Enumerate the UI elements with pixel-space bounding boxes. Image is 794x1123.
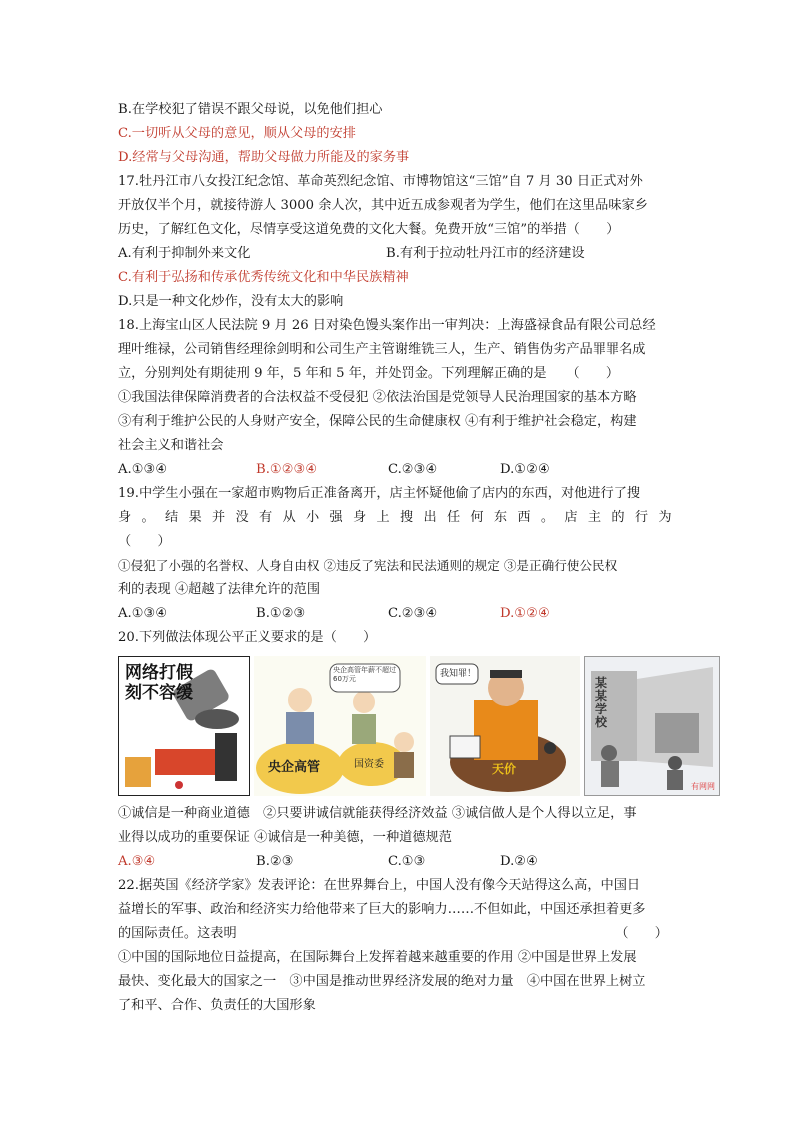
q17-stem-1: 17.牡丹江市八女投江纪念馆、革命英烈纪念馆、市博物馆这“三馆”自 7 月 30 日正式对外	[118, 174, 643, 189]
cartoon-network-counterfeit	[118, 656, 250, 796]
cartoon-guilty-official	[430, 656, 580, 796]
q17-stem-2: 开放仅半个月，就接待游人 3000 余人次，其中近五成参观者为学生，他们在这里品味家乡	[118, 198, 648, 213]
q18-item-2: ③有利于维护公民的人身财产安全，保障公民的生命健康权 ④有利于维护社会稳定，构建	[118, 414, 637, 429]
exam-page	[118, 98, 715, 1018]
q19-stem-3: （ ）	[118, 534, 171, 549]
q22-item-3: 了和平、合作、负责任的大国形象	[118, 998, 316, 1013]
q17-option-b: B.有利于拉动牡丹江市的经济建设	[386, 246, 585, 261]
q19-stem-1: 19.中学生小强在一家超市购物后正准备离开，店主怀疑他偷了店内的东西，对他进行了搜	[118, 486, 641, 501]
q22-item-1: ①中国的国际地位日益提高，在国际舞台上发挥着越来越重要的作用 ②中国是世界上发展	[118, 950, 637, 965]
q18-option-c: C.②③④	[388, 462, 438, 477]
q19-options	[118, 602, 678, 626]
q22-paren: （ ）	[615, 926, 668, 941]
q19-option-b: B.①②③	[256, 606, 306, 621]
q21-option-d: D.②④	[500, 854, 538, 869]
q19-stem-2: 身。结果并没有从小强身上搜出任何东西。店主的行为	[118, 510, 678, 525]
q20-image-strip	[118, 656, 715, 798]
p3-bubble: 我知罪！	[440, 669, 477, 679]
q17-stem-3: 历史，了解红色文化，尽情享受这道免费的文化大餐。免费开放“三馆”的举措（ ）	[118, 222, 620, 237]
p1-title: 网络打假 刻不容缓	[125, 663, 193, 703]
q18-item-3: 社会主义和谐社会	[118, 438, 224, 453]
q21-item-2: 业得以成功的重要保证 ④诚信是一种美德，一种道德规范	[118, 830, 452, 845]
q16-option-b: B.在学校犯了错误不跟父母说，以免他们担心	[118, 102, 383, 117]
q18-stem-2: 理叶维禄，公司销售经理徐剑明和公司生产主管谢维铣三人，生产、销售伪劣产品罪罪名成	[118, 342, 646, 357]
q22-item-2: 最快、变化最大的国家之一 ③中国是推动世界经济发展的绝对力量 ④中国在世界上树立	[118, 974, 646, 989]
q19-item-1: ①侵犯了小强的名誉权、人身自由权 ②违反了宪法和民法通则的规定 ③是正确行使公民权	[118, 558, 618, 573]
q18-options	[118, 458, 678, 482]
q21-item-1: ①诚信是一种商业道德 ②只要讲诚信就能获得经济效益 ③诚信做人是个人得以立足，事	[118, 806, 637, 821]
p2-label-sasac: 国资委	[354, 759, 384, 770]
q19-option-a: A.①③④	[118, 606, 168, 621]
p2-bubble: 央企高管年薪不超过60万元	[333, 666, 396, 683]
q22-stem-3-row	[118, 922, 678, 946]
q18-option-a: A.①③④	[118, 462, 168, 477]
p4-sign: 某某学校	[595, 676, 608, 729]
q20-stem: 20.下列做法体现公平正义要求的是（ ）	[118, 630, 377, 645]
q18-item-1: ①我国法律保障消费者的合法权益不受侵犯 ②依法治国是党领导人民治理国家的基本方略	[118, 390, 637, 405]
p3-tag: 天价	[492, 762, 517, 776]
p4-watermark: 有网网	[691, 782, 715, 791]
q18-option-b: B.①②③④	[256, 462, 318, 477]
q21-option-b: B.②③	[256, 854, 294, 869]
cartoon-executive-pay	[254, 656, 426, 796]
q19-option-c: C.②③④	[388, 606, 438, 621]
q17-option-c: C.有利于弘扬和传承优秀传统文化和中华民族精神	[118, 270, 409, 285]
q21-option-c: C.①③	[388, 854, 426, 869]
q22-stem-2: 益增长的军事、政治和经济实力给他带来了巨大的影响力……不但如此，中国还承担着更多	[118, 902, 646, 917]
p2-label-executives: 央企高管	[268, 760, 321, 775]
q19-item-2: 利的表现 ④超越了法律允许的范围	[118, 582, 321, 597]
q16-option-d: D.经常与父母沟通，帮助父母做力所能及的家务事	[118, 150, 410, 165]
cartoon-school-gate	[584, 656, 720, 796]
q16-option-c: C.一切听从父母的意见，顺从父母的安排	[118, 126, 356, 141]
q17-option-a: A.有利于抑制外来文化	[118, 246, 251, 261]
q18-option-d: D.①②④	[500, 462, 550, 477]
q22-stem-3: 的国际责任。这表明	[118, 926, 237, 941]
q18-stem-3: 立，分别判处有期徒刑 9 年，5 年和 5 年，并处罚金。下列理解正确的是 （ ）	[118, 366, 620, 381]
q19-option-d: D.①②④	[500, 606, 550, 621]
q21-option-a: A.③④	[118, 854, 156, 869]
q17-option-d: D.只是一种文化炒作，没有太大的影响	[118, 294, 344, 309]
q21-options	[118, 850, 678, 874]
q17-options-ab	[118, 242, 678, 266]
q22-stem-1: 22.据英国《经济学家》发表评论：在世界舞台上，中国人没有像今天站得这么高，中国日	[118, 878, 641, 893]
q18-stem-1: 18.上海宝山区人民法院 9 月 26 日对染色馒头案作出一审判决：上海盛禄食品有限公司总经	[118, 318, 656, 333]
